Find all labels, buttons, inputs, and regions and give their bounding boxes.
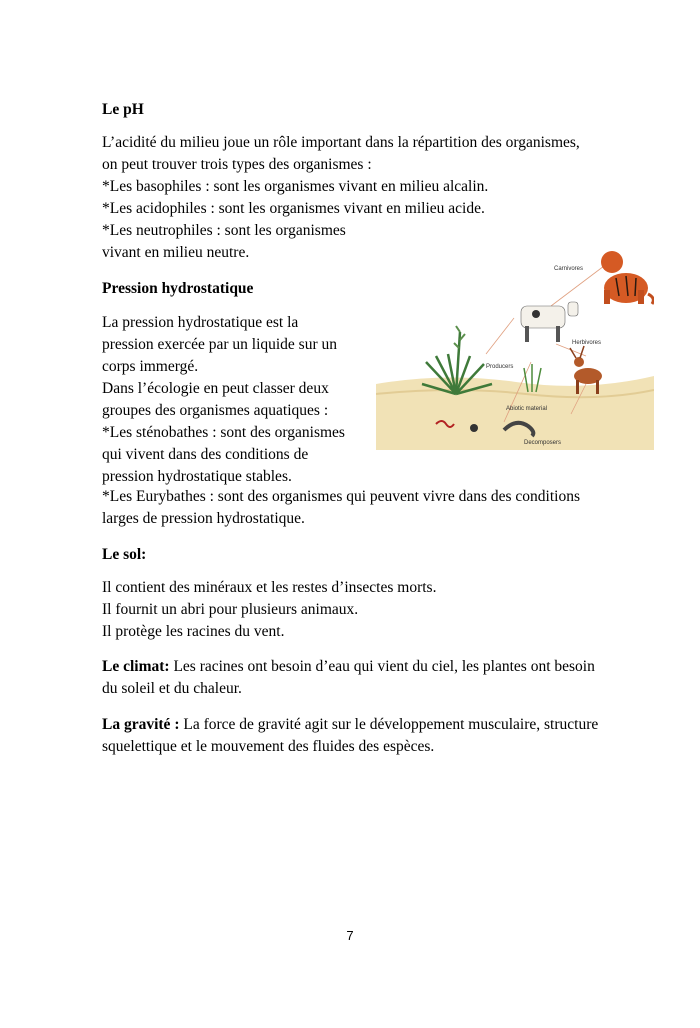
section-title-climat: Le climat: bbox=[102, 658, 170, 675]
label-abiotic: Abiotic material bbox=[506, 406, 548, 412]
pression-line-10: larges de pression hydrostatique. bbox=[102, 510, 305, 527]
gravite-text-1: La force de gravité agit sur le développement musculaire, structure bbox=[179, 716, 599, 733]
ph-line-6: vivant en milieu neutre. bbox=[102, 244, 250, 261]
pression-line-8: pression hydrostatique stables. bbox=[102, 468, 292, 485]
sol-line-2: Il fournit un abri pour plusieurs animaux. bbox=[102, 601, 359, 618]
cow-icon bbox=[521, 302, 578, 342]
label-producers: Producers bbox=[486, 364, 514, 370]
section-title-ph: Le pH bbox=[102, 101, 144, 118]
page-number: 7 bbox=[346, 928, 354, 943]
tiger-icon bbox=[601, 251, 653, 304]
pression-line-5: groupes des organismes aquatiques : bbox=[102, 402, 329, 419]
gravite-line-2: squelettique et le mouvement des fluides des espèces. bbox=[102, 738, 435, 755]
label-herbivores: Herbivores bbox=[572, 340, 602, 346]
ph-line-1: L’acidité du milieu joue un rôle important dans la répartition des organismes, bbox=[102, 134, 580, 151]
climat-line-1 bbox=[102, 656, 595, 678]
ground bbox=[376, 376, 654, 450]
pression-line-6: *Les sténobathes : sont des organismes bbox=[102, 424, 345, 441]
climat-line-2: du soleil et du chaleur. bbox=[102, 680, 242, 697]
ph-line-5: *Les neutrophiles : sont les organismes bbox=[102, 222, 346, 239]
pression-line-1: La pression hydrostatique est la bbox=[102, 314, 299, 331]
ph-line-4: *Les acidophiles : sont les organismes vivant en milieu acide. bbox=[102, 200, 485, 217]
ph-line-2: on peut trouver trois types des organismes : bbox=[102, 156, 372, 173]
section-title-pression: Pression hydrostatique bbox=[102, 280, 254, 297]
food-chain-figure bbox=[376, 244, 654, 450]
label-decomposers: Decomposers bbox=[524, 440, 562, 446]
climat-text-1: Les racines ont besoin d’eau qui vient du ciel, les plantes ont besoin bbox=[169, 658, 595, 675]
section-title-gravite: La gravité : bbox=[102, 716, 180, 733]
pression-line-2: pression exercée par un liquide sur un bbox=[102, 336, 338, 353]
section-title-sol: Le sol: bbox=[102, 546, 147, 563]
pression-line-4: Dans l’écologie en peut classer deux bbox=[102, 380, 329, 397]
sol-line-1: Il contient des minéraux et les restes d’insectes morts. bbox=[102, 579, 437, 596]
pression-line-9: *Les Eurybathes : sont des organismes qui peuvent vivre dans des conditions bbox=[102, 488, 580, 505]
beetle-icon bbox=[470, 424, 478, 432]
sol-line-3: Il protège les racines du vent. bbox=[102, 623, 285, 640]
pression-line-7: qui vivent dans des conditions de bbox=[102, 446, 309, 463]
label-carnivores: Carnivores bbox=[554, 266, 584, 272]
gravite-line-1 bbox=[102, 714, 598, 736]
pression-line-3: corps immergé. bbox=[102, 358, 199, 375]
ph-line-3: *Les basophiles : sont les organismes vivant en milieu alcalin. bbox=[102, 178, 489, 195]
